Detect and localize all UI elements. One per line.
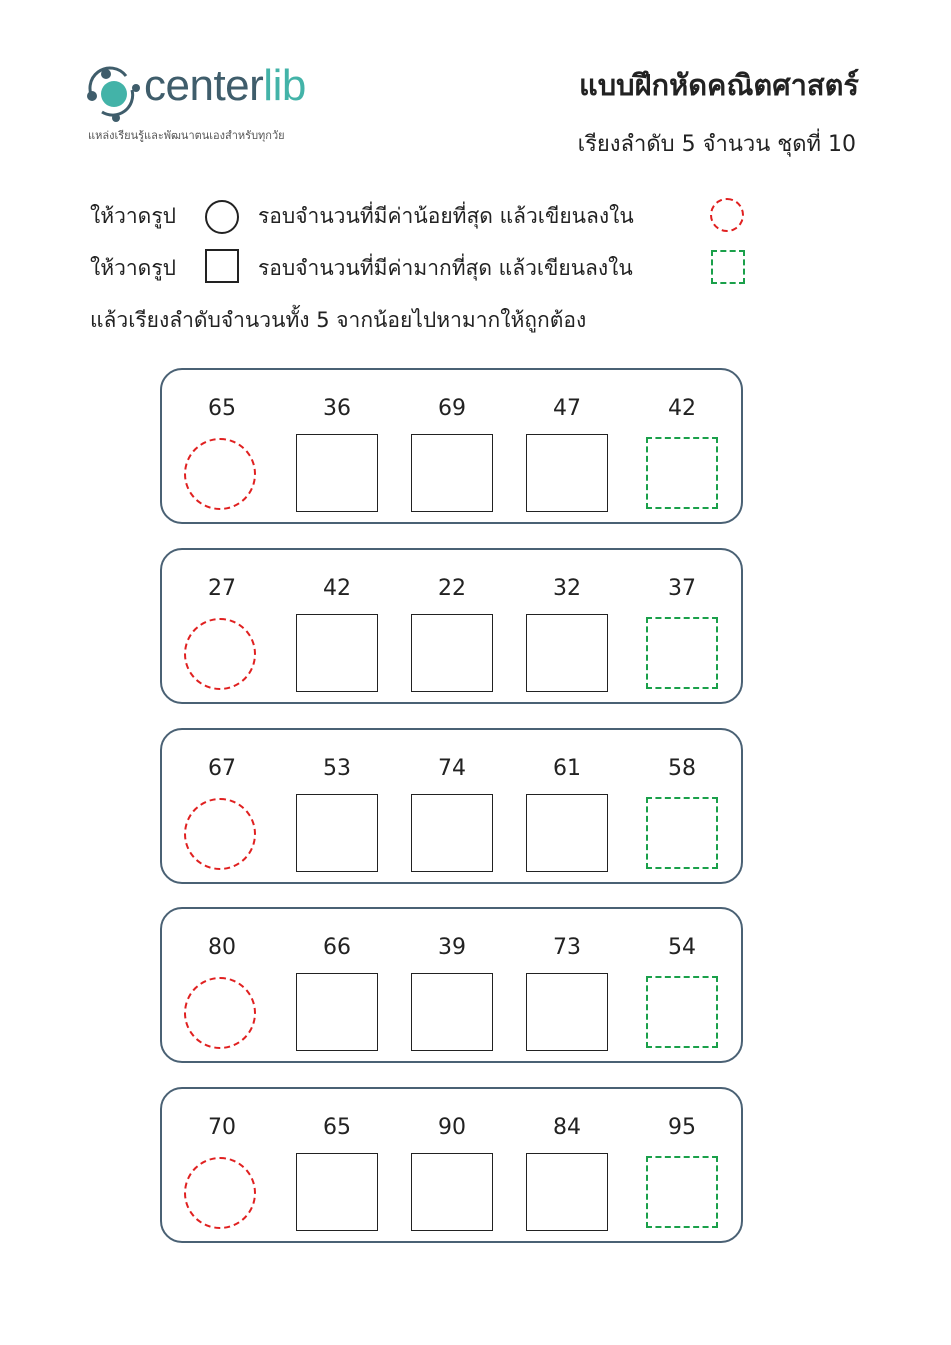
worksheet-title: แบบฝึกหัดคณิตศาสตร์ [579,68,859,102]
number-label: 42 [668,396,696,421]
answer-box[interactable] [411,434,493,512]
logo-tagline: แหล่งเรียนรู้และพัฒนาตนเองสำหรับทุกวัย [88,129,285,142]
exercise-row-2 [160,548,743,704]
number-label: 73 [553,935,581,960]
number-label: 67 [208,756,236,781]
number-label: 65 [323,1115,351,1140]
answer-box[interactable] [296,973,378,1051]
number-label: 65 [208,396,236,421]
answer-box[interactable] [296,434,378,512]
number-label: 80 [208,935,236,960]
instruction-line-3: แล้วเรียงลำดับจำนวนทั้ง 5 จากน้อยไปหามากให้ถูกต้อง [90,308,587,332]
centerlib-logo [86,61,346,146]
number-label: 47 [553,396,581,421]
answer-box[interactable] [526,794,608,872]
number-label: 27 [208,576,236,601]
instruction-1-prefix: ให้วาดรูป [90,204,176,228]
answer-box[interactable] [296,1153,378,1231]
min-answer-circle[interactable] [184,438,256,510]
exercise-row-3 [160,728,743,884]
max-answer-box[interactable] [646,1156,718,1228]
instruction-2-prefix: ให้วาดรูป [90,256,176,280]
circle-shape-icon [205,200,239,234]
number-label: 95 [668,1115,696,1140]
exercise-row-5 [160,1087,743,1243]
instruction-line-1 [90,200,176,233]
max-answer-box[interactable] [646,437,718,509]
answer-box[interactable] [296,614,378,692]
answer-box[interactable] [526,973,608,1051]
answer-box[interactable] [526,434,608,512]
max-answer-box[interactable] [646,797,718,869]
square-shape-icon [205,249,239,283]
number-label: 61 [553,756,581,781]
answer-box[interactable] [296,794,378,872]
worksheet-subtitle: เรียงลำดับ 5 จำนวน ชุดที่ 10 [577,132,856,157]
green-dashed-square-icon [711,250,745,284]
number-label: 36 [323,396,351,421]
answer-box[interactable] [411,794,493,872]
exercise-row-4 [160,907,743,1063]
number-label: 42 [323,576,351,601]
number-label: 32 [553,576,581,601]
number-label: 69 [438,396,466,421]
number-label: 39 [438,935,466,960]
instruction-1-text: รอบจำนวนที่มีค่าน้อยที่สุด แล้วเขียนลงใน [258,204,634,228]
logo-mark-icon [86,66,142,122]
red-dashed-circle-icon [710,198,744,232]
answer-box[interactable] [526,614,608,692]
instruction-line-2 [90,252,176,285]
answer-box[interactable] [411,614,493,692]
number-label: 90 [438,1115,466,1140]
number-label: 22 [438,576,466,601]
min-answer-circle[interactable] [184,1157,256,1229]
number-label: 70 [208,1115,236,1140]
number-label: 84 [553,1115,581,1140]
number-label: 58 [668,756,696,781]
min-answer-circle[interactable] [184,618,256,690]
logo-wordmark: centerlib [144,61,306,110]
max-answer-box[interactable] [646,617,718,689]
max-answer-box[interactable] [646,976,718,1048]
number-label: 37 [668,576,696,601]
number-label: 66 [323,935,351,960]
instruction-2-text: รอบจำนวนที่มีค่ามากที่สุด แล้วเขียนลงใน [258,256,633,280]
answer-box[interactable] [411,973,493,1051]
number-label: 54 [668,935,696,960]
number-label: 74 [438,756,466,781]
answer-box[interactable] [526,1153,608,1231]
min-answer-circle[interactable] [184,977,256,1049]
min-answer-circle[interactable] [184,798,256,870]
number-label: 53 [323,756,351,781]
exercise-row-1 [160,368,743,524]
answer-box[interactable] [411,1153,493,1231]
